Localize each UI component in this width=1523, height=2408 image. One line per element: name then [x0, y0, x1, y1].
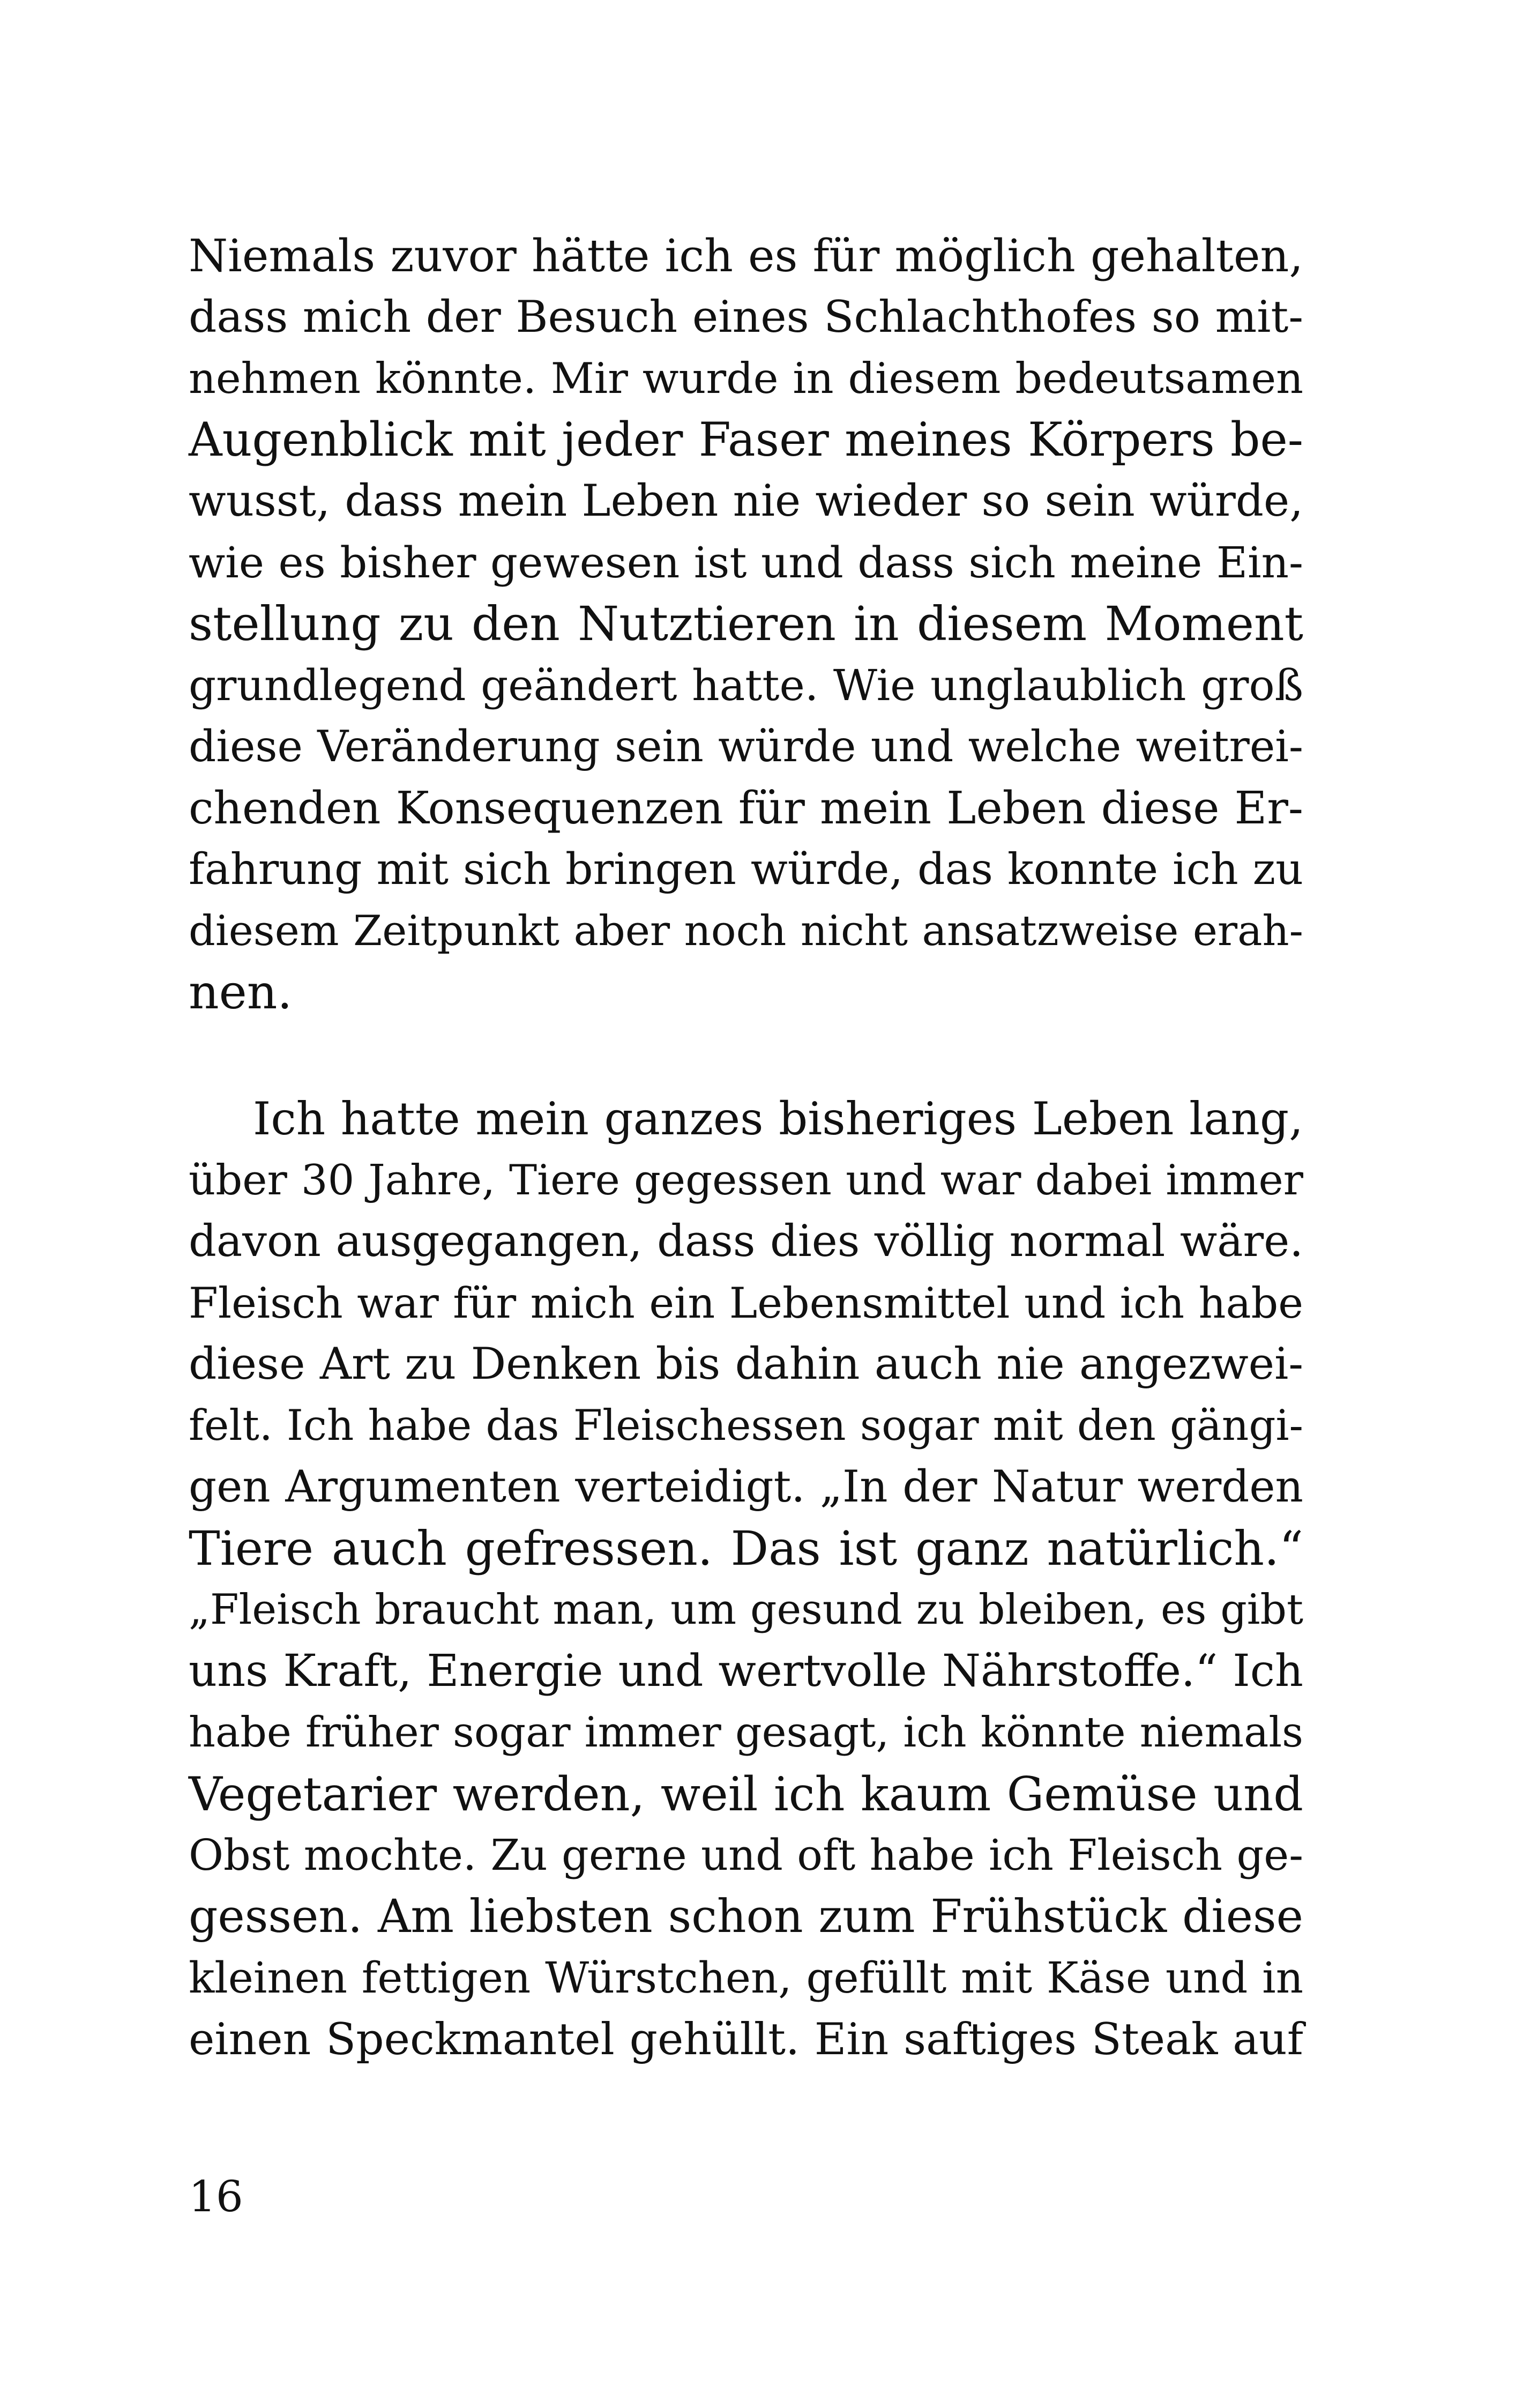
- text-line: wusst, dass mein Leben nie wieder so sein würde,: [189, 475, 1303, 526]
- text-line: Niemals zuvor hätte ich es für möglich gehalten,: [189, 229, 1303, 282]
- text-line: dass mich der Besuch eines Schlachthofes so mit-: [189, 291, 1303, 343]
- text-line: stellung zu den Nutztieren in diesem Moment: [189, 596, 1303, 651]
- text-line: fahrung mit sich bringen würde, das konnte ich zu: [189, 844, 1303, 895]
- text-line: felt. Ich habe das Fleischessen sogar mit den gängi-: [189, 1401, 1303, 1450]
- text-line: Ich hatte mein ganzes bisheriges Leben lang,: [253, 1092, 1303, 1145]
- text-line: gessen. Am liebsten schon zum Frühstück diese: [189, 1890, 1303, 1943]
- paragraph-1: [189, 225, 1303, 1023]
- text-line: einen Speckmantel gehüllt. Ein saftiges Steak auf: [189, 2013, 1303, 2065]
- text-line: chenden Konsequenzen für mein Leben diese Er-: [189, 782, 1303, 834]
- page-number: 16: [189, 2172, 243, 2221]
- text-line: diese Veränderung sein würde und welche weitrei-: [189, 722, 1303, 771]
- text-line: nen.: [189, 964, 293, 1020]
- text-line: Obst mochte. Zu gerne und oft habe ich Fleisch ge-: [189, 1830, 1303, 1880]
- paragraph-2: [189, 1088, 1303, 2070]
- text-line: nehmen könnte. Mir wurde in diesem bedeutsamen: [189, 354, 1303, 403]
- text-line: diese Art zu Denken bis dahin auch nie angezwei-: [189, 1339, 1303, 1389]
- text-line: habe früher sogar immer gesagt, ich könnte niemals: [189, 1708, 1303, 1757]
- text-line: Tiere auch gefressen. Das ist ganz natürlich.“: [189, 1520, 1303, 1576]
- text-line: kleinen fettigen Würstchen, gefüllt mit Käse und in: [189, 1953, 1303, 2003]
- text-line: wie es bisher gewesen ist und dass sich meine Ein-: [189, 537, 1303, 588]
- text-line: über 30 Jahre, Tiere gegessen und war dabei immer: [189, 1156, 1303, 1205]
- text-line: diesem Zeitpunkt aber noch nicht ansatzweise erah-: [189, 906, 1303, 955]
- text-line: Fleisch war für mich ein Lebensmittel und ich habe: [189, 1278, 1303, 1328]
- text-line: gen Argumenten verteidigt. „In der Natur werden: [189, 1461, 1303, 1512]
- text-line: Augenblick mit jeder Faser meines Körpers be-: [189, 413, 1303, 467]
- text-line: uns Kraft, Energie und wertvolle Nährstoffe.“ Ich: [189, 1645, 1303, 1697]
- text-line: Vegetarier werden, weil ich kaum Gemüse und: [189, 1766, 1303, 1822]
- text-line: grundlegend geändert hatte. Wie unglaublich groß: [189, 660, 1303, 710]
- text-line: davon ausgegangen, dass dies völlig normal wäre.: [189, 1216, 1303, 1267]
- text-line: „Fleisch braucht man, um gesund zu bleiben, es gibt: [189, 1586, 1303, 1634]
